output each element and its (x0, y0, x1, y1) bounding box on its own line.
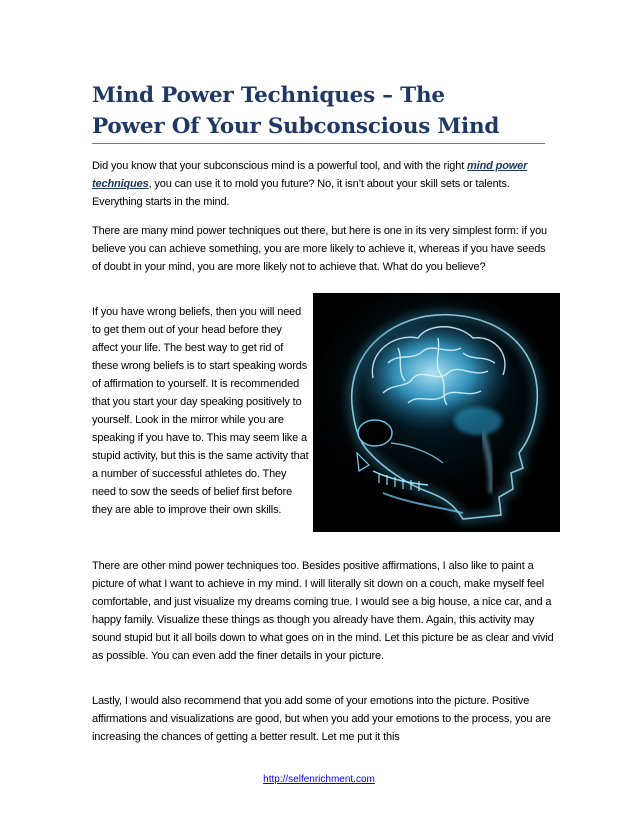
mind-power-techniques-link[interactable]: mind power techniques (92, 160, 528, 190)
xray-skull-brain-image (313, 293, 560, 532)
title-line-2: Power Of Your Subconscious Mind (92, 114, 500, 139)
paragraph-affirmations: If you have wrong beliefs, then you will need to get them out of your head before they affect your life. The best way to get rid of these wrong beliefs is to start speaking words of affirmation to yourself. It is recommended that you start your day speaking positively to yourself. Look in the mirror while you are speaking if you have to. This may seem like a stupid activity, but this is the same activity that a number of successful athletes do. They need to sow the seeds of belief first before they are able to improve their own skills. (92, 306, 309, 516)
paragraph-intro (92, 157, 554, 211)
paragraph-intro-text-before: Did you know that your subconscious mind is a powerful tool, and with the right (92, 160, 468, 172)
page-title (92, 80, 562, 142)
paragraph-visualization: There are other mind power techniques too. Besides positive affirmations, I also like to paint a picture of what I want to achieve in my mind. I will literally sit down on a couch, make myself feel comfortable, and just visualize my dreams coming true. I would see a big house, a nice car, and a happy family. Visualize these things as though you already have them. Again, this activity may sound stupid but it all boils down to what goes on in the mind. Let this picture be as clear and vivid as possible. You can even add the finer details in your picture. (92, 560, 554, 662)
paragraph-intro-text-after: , you can use it to mold you future? No, it isn’t about your skill sets or talents. Everything starts in the mind. (92, 178, 510, 208)
title-line-1: Mind Power Techniques – The (92, 83, 445, 108)
page-footer (0, 773, 638, 787)
paragraph-belief: There are many mind power techniques out there, but here is one in its very simplest form: if you believe you can achieve something, you are more likely to achieve it, whereas if you have seeds of doubt in your mind, you are more likely not to achieve that. What do you believe? (92, 225, 548, 273)
title-divider (92, 143, 545, 144)
paragraph-emotions: Lastly, I would also recommend that you add some of your emotions into the picture. Positive affirmations and visualizations are good, but when you add your emotions to the process, you are increasing the chances of getting a better result. Let me put it this (92, 695, 551, 743)
footer-website-link[interactable]: http://selfenrichment.com (263, 774, 375, 785)
xray-skull-illustration (313, 293, 560, 532)
